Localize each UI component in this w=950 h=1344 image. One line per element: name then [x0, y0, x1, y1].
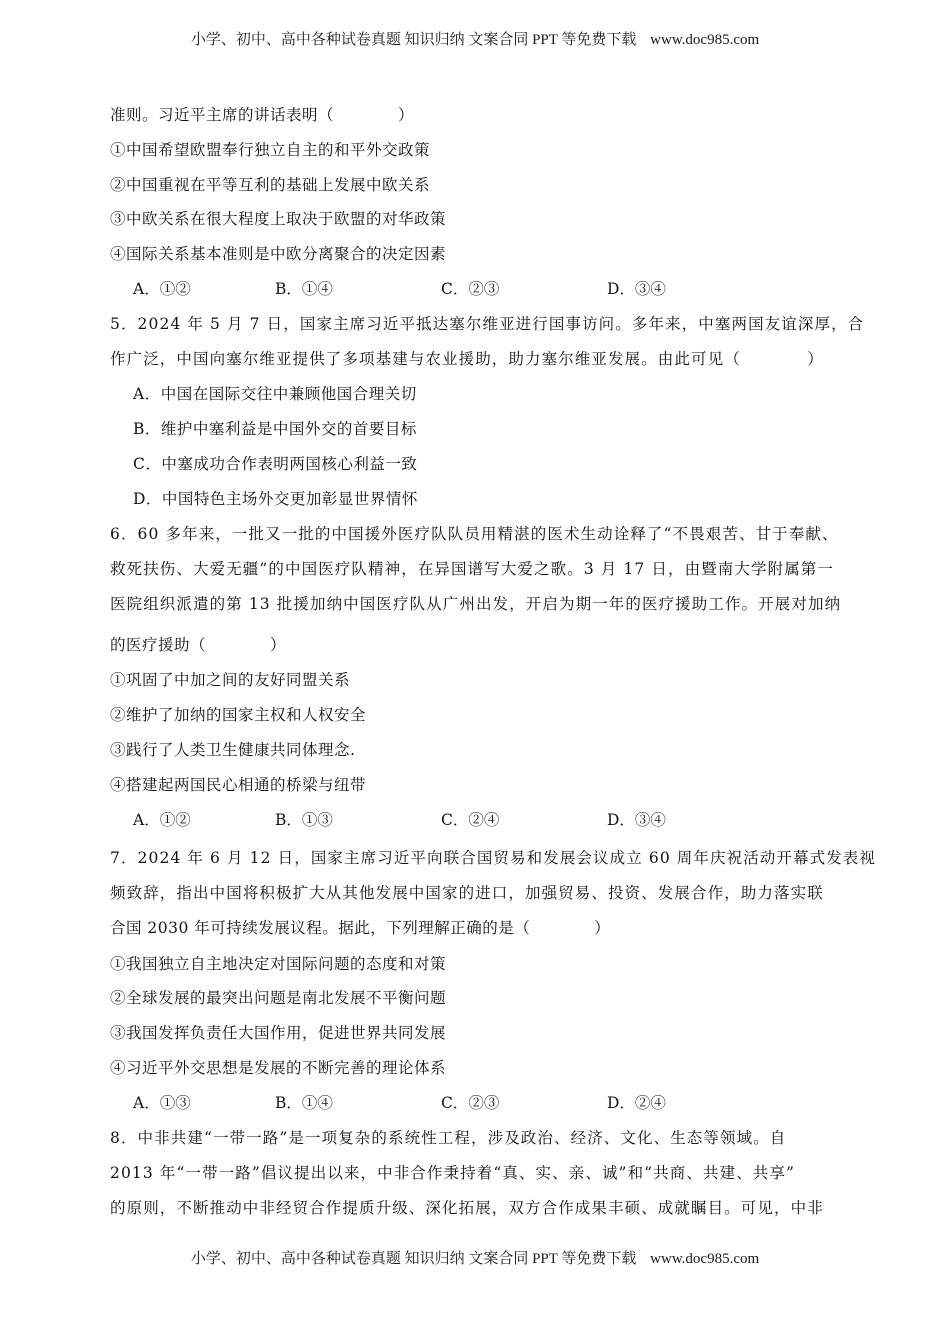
statement-3: ③践行了人类卫生健康共同体理念.	[110, 741, 356, 759]
page-footer	[0, 1247, 950, 1268]
question-8-stem-line-3: 的原则，不断推动中非经贸合作提质升级、深化拓展，双方合作成果丰硕、成就瞩目。可见，中非	[110, 1199, 824, 1217]
question-4-stem: 准则。习近平主席的讲话表明（ ）	[110, 106, 415, 124]
statement-1: ①我国独立自主地决定对国际问题的态度和对策	[110, 955, 447, 973]
statement-4: ④习近平外交思想是发展的不断完善的理论体系	[110, 1059, 447, 1077]
option-b: B．①④	[275, 280, 333, 298]
question-5-stem-line-1: 5．2024 年 5 月 7 日，国家主席习近平抵达塞尔维亚进行国事访问。多年来，中塞两国友谊深厚，合	[110, 315, 865, 333]
question-7-stem-line-1: 7．2024 年 6 月 12 日，国家主席习近平向联合国贸易和发展会议成立 60 周年庆祝活动开幕式发表视	[110, 849, 877, 867]
statement-2: ②维护了加纳的国家主权和人权安全	[110, 706, 367, 724]
question-6-stem-line-4: 的医疗援助（ ）	[110, 636, 287, 654]
option-c: C．②③	[441, 1094, 500, 1112]
question-6-stem-line-3: 医院组织派遣的第 13 批援加纳中国医疗队从广州出发，开启为期一年的医疗援助工作。开展对加纳	[110, 595, 842, 613]
question-6-stem-line-1: 6．60 多年来，一批又一批的中国援外医疗队队员用精湛的医术生动诠释了“不畏艰苦、甘于奉献、	[110, 525, 839, 543]
question-7-stem-line-3: 合国 2030 年可持续发展议程。据此，下列理解正确的是（ ）	[110, 919, 611, 937]
option-b: B．①③	[275, 811, 333, 829]
option-d: D．③④	[607, 811, 666, 829]
option-c: C．②③	[441, 280, 500, 298]
question-8-stem-line-2: 2013 年“一带一路”倡议提出以来，中非合作秉持着“真、实、亲、诚”和“共商、共建、共享”	[110, 1164, 796, 1182]
question-8-stem-line-1: 8．中非共建“一带一路”是一项复杂的系统性工程，涉及政治、经济、文化、生态等领域。自	[110, 1129, 787, 1147]
header-site-link[interactable]: www.doc985.com	[650, 32, 760, 48]
footer-site-link[interactable]: www.doc985.com	[650, 1251, 760, 1267]
statement-2: ②中国重视在平等互利的基础上发展中欧关系	[110, 176, 431, 194]
statement-1: ①中国希望欧盟奉行独立自主的和平外交政策	[110, 141, 431, 159]
footer-text: 小学、初中、高中各种试卷真题 知识归纳 文案合同 PPT 等免费下载	[190, 1251, 637, 1267]
statement-2: ②全球发展的最突出问题是南北发展不平衡问题	[110, 989, 447, 1007]
option-a: A．①②	[133, 280, 191, 298]
option-c: C．②④	[441, 811, 500, 829]
option-b: B．维护中塞利益是中国外交的首要目标	[133, 420, 417, 438]
statement-4: ④国际关系基本准则是中欧分离聚合的决定因素	[110, 245, 447, 263]
question-6-stem-line-2: 救死扶伤、大爱无疆”的中国医疗队精神，在异国谱写大爱之歌。3 月 17 日，由暨南大学附属第一	[110, 560, 834, 578]
option-c: C．中塞成功合作表明两国核心利益一致	[133, 455, 418, 473]
option-d: D．②④	[607, 1094, 666, 1112]
option-d: D．③④	[607, 280, 666, 298]
question-5-stem-line-2: 作广泛，中国向塞尔维亚提供了多项基建与农业援助，助力塞尔维亚发展。由此可见（ ）	[110, 350, 824, 368]
statement-4: ④搭建起两国民心相通的桥梁与纽带	[110, 776, 367, 794]
statement-3: ③我国发挥负责任大国作用，促进世界共同发展	[110, 1024, 447, 1042]
option-d: D．中国特色主场外交更加彰显世界情怀	[133, 490, 418, 508]
statement-3: ③中欧关系在很大程度上取决于欧盟的对华政策	[110, 210, 447, 228]
option-a: A．①②	[133, 811, 191, 829]
page-header	[0, 28, 950, 49]
statement-1: ①巩固了中加之间的友好同盟关系	[110, 671, 351, 689]
header-text: 小学、初中、高中各种试卷真题 知识归纳 文案合同 PPT 等免费下载	[190, 32, 637, 48]
option-b: B．①④	[275, 1094, 333, 1112]
option-a: A．中国在国际交往中兼顾他国合理关切	[133, 385, 417, 403]
option-a: A．①③	[133, 1094, 191, 1112]
question-7-stem-line-2: 频致辞，指出中国将积极扩大从其他发展中国家的进口，加强贸易、投资、发展合作，助力落实联	[110, 884, 824, 902]
